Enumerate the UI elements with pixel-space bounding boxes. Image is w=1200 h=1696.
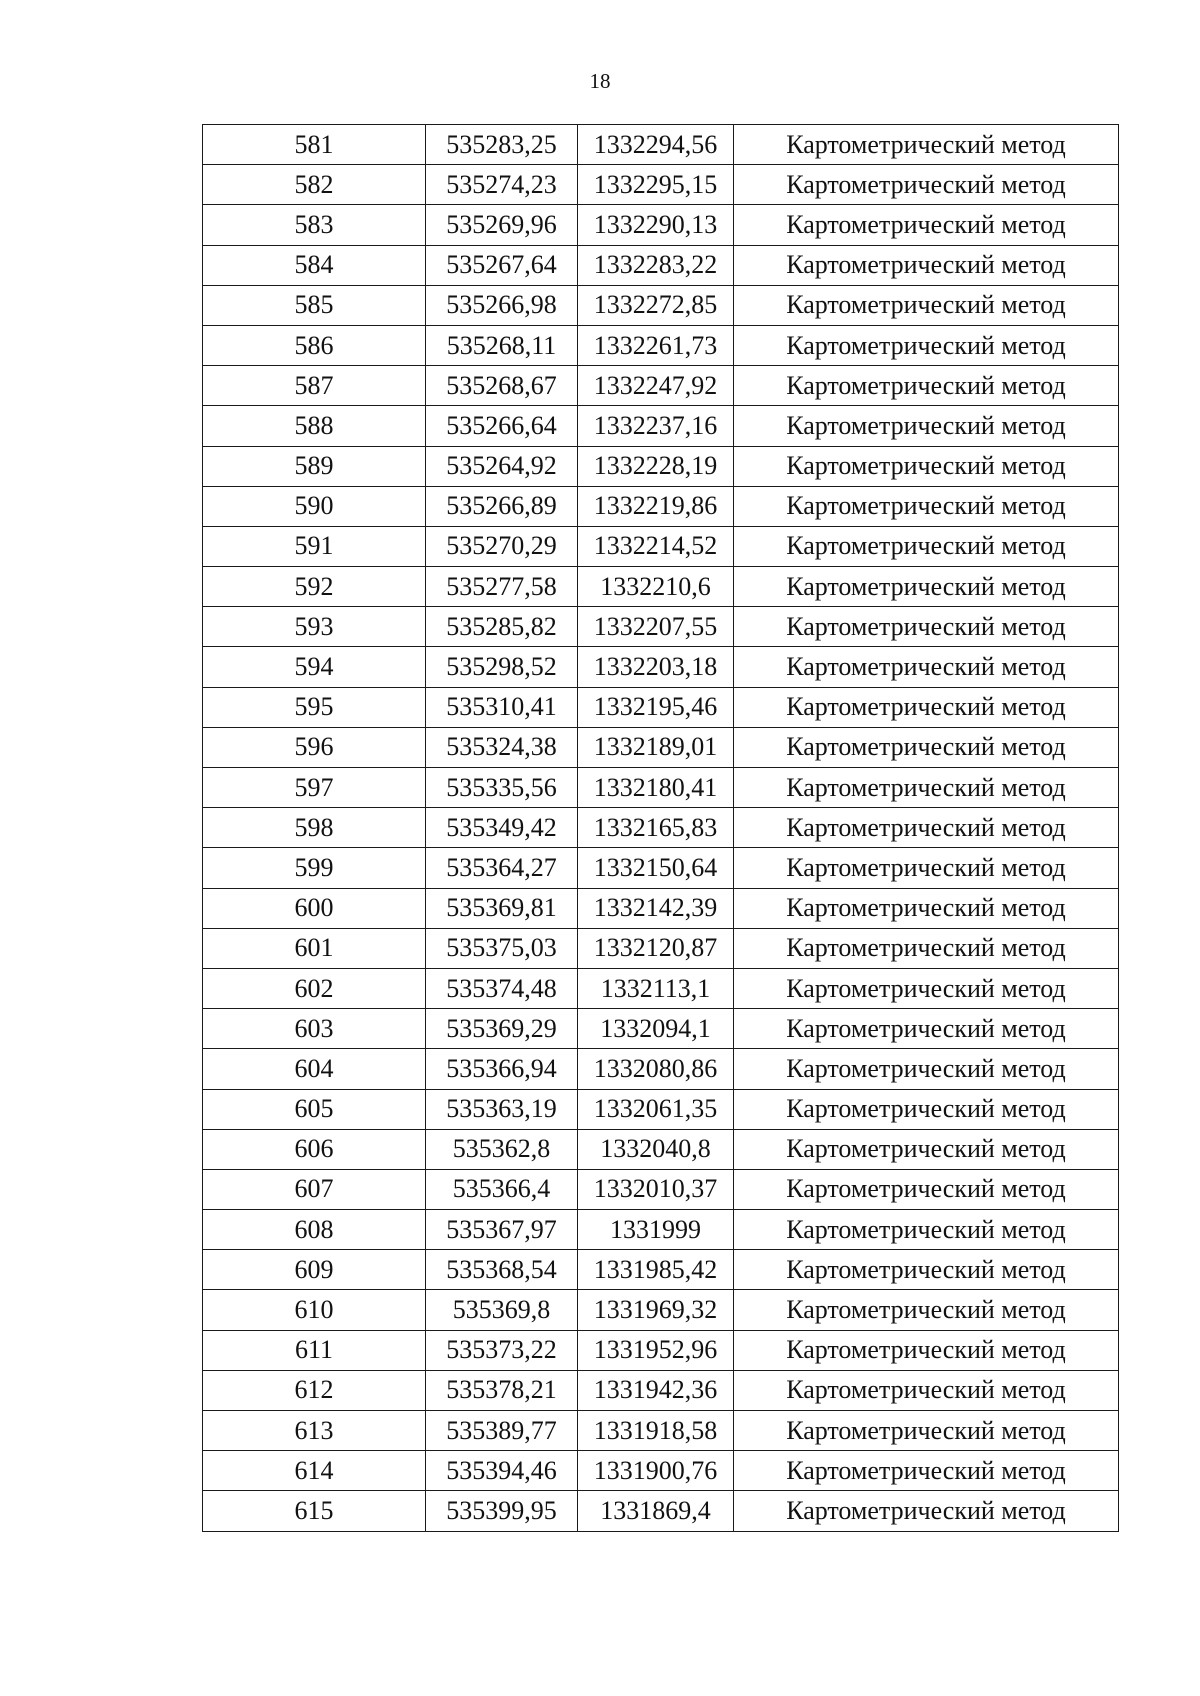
point-number-cell: 612 [203,1370,426,1410]
method-cell: Картометрический метод [734,1411,1119,1451]
x-coordinate-cell: 535369,81 [426,888,578,928]
x-coordinate-cell: 535366,4 [426,1169,578,1209]
y-coordinate-cell: 1332180,41 [578,768,734,808]
method-cell: Картометрический метод [734,1451,1119,1491]
x-coordinate-cell: 535269,96 [426,205,578,245]
x-coordinate-cell: 535374,48 [426,968,578,1008]
point-number-cell: 602 [203,968,426,1008]
table-row [203,165,1119,205]
point-number-cell: 598 [203,808,426,848]
method-cell: Картометрический метод [734,848,1119,888]
table-row [203,325,1119,365]
table-row [203,1370,1119,1410]
y-coordinate-cell: 1332195,46 [578,687,734,727]
method-cell: Картометрический метод [734,1250,1119,1290]
x-coordinate-cell: 535267,64 [426,245,578,285]
table-row [203,526,1119,566]
point-number-cell: 581 [203,125,426,165]
x-coordinate-cell: 535324,38 [426,727,578,767]
method-cell: Картометрический метод [734,325,1119,365]
method-cell: Картометрический метод [734,446,1119,486]
table-row [203,406,1119,446]
x-coordinate-cell: 535270,29 [426,526,578,566]
x-coordinate-cell: 535364,27 [426,848,578,888]
method-cell: Картометрический метод [734,125,1119,165]
x-coordinate-cell: 535366,94 [426,1049,578,1089]
y-coordinate-cell: 1332113,1 [578,968,734,1008]
table-row [203,1411,1119,1451]
y-coordinate-cell: 1332237,16 [578,406,734,446]
point-number-cell: 597 [203,768,426,808]
y-coordinate-cell: 1332165,83 [578,808,734,848]
x-coordinate-cell: 535369,29 [426,1009,578,1049]
point-number-cell: 584 [203,245,426,285]
y-coordinate-cell: 1332094,1 [578,1009,734,1049]
method-cell: Картометрический метод [734,205,1119,245]
table-row [203,1169,1119,1209]
table-row [203,285,1119,325]
method-cell: Картометрический метод [734,1330,1119,1370]
coordinates-table [202,124,1119,1532]
method-cell: Картометрический метод [734,968,1119,1008]
x-coordinate-cell: 535335,56 [426,768,578,808]
method-cell: Картометрический метод [734,285,1119,325]
table-row [203,205,1119,245]
method-cell: Картометрический метод [734,1049,1119,1089]
method-cell: Картометрический метод [734,1370,1119,1410]
y-coordinate-cell: 1331942,36 [578,1370,734,1410]
point-number-cell: 610 [203,1290,426,1330]
y-coordinate-cell: 1332247,92 [578,366,734,406]
point-number-cell: 596 [203,727,426,767]
table-row [203,607,1119,647]
point-number-cell: 582 [203,165,426,205]
point-number-cell: 589 [203,446,426,486]
table-row [203,928,1119,968]
method-cell: Картометрический метод [734,165,1119,205]
y-coordinate-cell: 1332040,8 [578,1129,734,1169]
table-row [203,567,1119,607]
point-number-cell: 605 [203,1089,426,1129]
x-coordinate-cell: 535394,46 [426,1451,578,1491]
y-coordinate-cell: 1332228,19 [578,446,734,486]
y-coordinate-cell: 1332142,39 [578,888,734,928]
y-coordinate-cell: 1332120,87 [578,928,734,968]
method-cell: Картометрический метод [734,607,1119,647]
y-coordinate-cell: 1332203,18 [578,647,734,687]
method-cell: Картометрический метод [734,1290,1119,1330]
method-cell: Картометрический метод [734,526,1119,566]
x-coordinate-cell: 535266,89 [426,486,578,526]
x-coordinate-cell: 535264,92 [426,446,578,486]
point-number-cell: 595 [203,687,426,727]
y-coordinate-cell: 1332061,35 [578,1089,734,1129]
table-row [203,245,1119,285]
table-row [203,1009,1119,1049]
y-coordinate-cell: 1331969,32 [578,1290,734,1330]
x-coordinate-cell: 535373,22 [426,1330,578,1370]
y-coordinate-cell: 1331952,96 [578,1330,734,1370]
point-number-cell: 587 [203,366,426,406]
method-cell: Картометрический метод [734,245,1119,285]
table-row [203,808,1119,848]
method-cell: Картометрический метод [734,1089,1119,1129]
table-row [203,1089,1119,1129]
point-number-cell: 607 [203,1169,426,1209]
method-cell: Картометрический метод [734,647,1119,687]
method-cell: Картометрический метод [734,366,1119,406]
method-cell: Картометрический метод [734,687,1119,727]
table-row [203,1290,1119,1330]
point-number-cell: 590 [203,486,426,526]
x-coordinate-cell: 535310,41 [426,687,578,727]
method-cell: Картометрический метод [734,1210,1119,1250]
point-number-cell: 608 [203,1210,426,1250]
y-coordinate-cell: 1332272,85 [578,285,734,325]
x-coordinate-cell: 535369,8 [426,1290,578,1330]
y-coordinate-cell: 1332261,73 [578,325,734,365]
y-coordinate-cell: 1332295,15 [578,165,734,205]
x-coordinate-cell: 535375,03 [426,928,578,968]
point-number-cell: 586 [203,325,426,365]
y-coordinate-cell: 1332283,22 [578,245,734,285]
point-number-cell: 588 [203,406,426,446]
table-row [203,125,1119,165]
method-cell: Картометрический метод [734,1009,1119,1049]
method-cell: Картометрический метод [734,928,1119,968]
point-number-cell: 601 [203,928,426,968]
x-coordinate-cell: 535266,64 [426,406,578,446]
method-cell: Картометрический метод [734,1129,1119,1169]
method-cell: Картометрический метод [734,567,1119,607]
x-coordinate-cell: 535349,42 [426,808,578,848]
x-coordinate-cell: 535368,54 [426,1250,578,1290]
y-coordinate-cell: 1332219,86 [578,486,734,526]
table-row [203,1210,1119,1250]
table-row [203,888,1119,928]
point-number-cell: 603 [203,1009,426,1049]
y-coordinate-cell: 1331900,76 [578,1451,734,1491]
point-number-cell: 592 [203,567,426,607]
point-number-cell: 583 [203,205,426,245]
y-coordinate-cell: 1332080,86 [578,1049,734,1089]
point-number-cell: 591 [203,526,426,566]
point-number-cell: 585 [203,285,426,325]
method-cell: Картометрический метод [734,727,1119,767]
point-number-cell: 613 [203,1411,426,1451]
x-coordinate-cell: 535283,25 [426,125,578,165]
table-row [203,687,1119,727]
table-row [203,727,1119,767]
method-cell: Картометрический метод [734,808,1119,848]
x-coordinate-cell: 535268,67 [426,366,578,406]
table-row [203,486,1119,526]
y-coordinate-cell: 1331918,58 [578,1411,734,1451]
x-coordinate-cell: 535266,98 [426,285,578,325]
page-number: 18 [589,69,611,93]
table-row [203,1250,1119,1290]
y-coordinate-cell: 1332214,52 [578,526,734,566]
point-number-cell: 593 [203,607,426,647]
table-row [203,1451,1119,1491]
y-coordinate-cell: 1332210,6 [578,567,734,607]
y-coordinate-cell: 1331869,4 [578,1491,734,1531]
y-coordinate-cell: 1331985,42 [578,1250,734,1290]
point-number-cell: 614 [203,1451,426,1491]
point-number-cell: 594 [203,647,426,687]
table-row [203,1129,1119,1169]
x-coordinate-cell: 535298,52 [426,647,578,687]
x-coordinate-cell: 535274,23 [426,165,578,205]
point-number-cell: 604 [203,1049,426,1089]
method-cell: Картометрический метод [734,1169,1119,1209]
y-coordinate-cell: 1332150,64 [578,848,734,888]
point-number-cell: 606 [203,1129,426,1169]
x-coordinate-cell: 535367,97 [426,1210,578,1250]
x-coordinate-cell: 535363,19 [426,1089,578,1129]
y-coordinate-cell: 1332189,01 [578,727,734,767]
method-cell: Картометрический метод [734,406,1119,446]
y-coordinate-cell: 1332207,55 [578,607,734,647]
table-row [203,1491,1119,1531]
y-coordinate-cell: 1332290,13 [578,205,734,245]
x-coordinate-cell: 535285,82 [426,607,578,647]
table-row [203,1330,1119,1370]
coordinates-table-body [203,125,1119,1532]
x-coordinate-cell: 535399,95 [426,1491,578,1531]
method-cell: Картометрический метод [734,768,1119,808]
x-coordinate-cell: 535362,8 [426,1129,578,1169]
table-row [203,848,1119,888]
x-coordinate-cell: 535268,11 [426,325,578,365]
table-row [203,647,1119,687]
point-number-cell: 609 [203,1250,426,1290]
x-coordinate-cell: 535389,77 [426,1411,578,1451]
point-number-cell: 615 [203,1491,426,1531]
point-number-cell: 599 [203,848,426,888]
point-number-cell: 611 [203,1330,426,1370]
table-row [203,366,1119,406]
y-coordinate-cell: 1332010,37 [578,1169,734,1209]
table-row [203,1049,1119,1089]
y-coordinate-cell: 1332294,56 [578,125,734,165]
table-row [203,968,1119,1008]
x-coordinate-cell: 535277,58 [426,567,578,607]
y-coordinate-cell: 1331999 [578,1210,734,1250]
x-coordinate-cell: 535378,21 [426,1370,578,1410]
method-cell: Картометрический метод [734,1491,1119,1531]
table-row [203,446,1119,486]
method-cell: Картометрический метод [734,486,1119,526]
point-number-cell: 600 [203,888,426,928]
method-cell: Картометрический метод [734,888,1119,928]
table-row [203,768,1119,808]
